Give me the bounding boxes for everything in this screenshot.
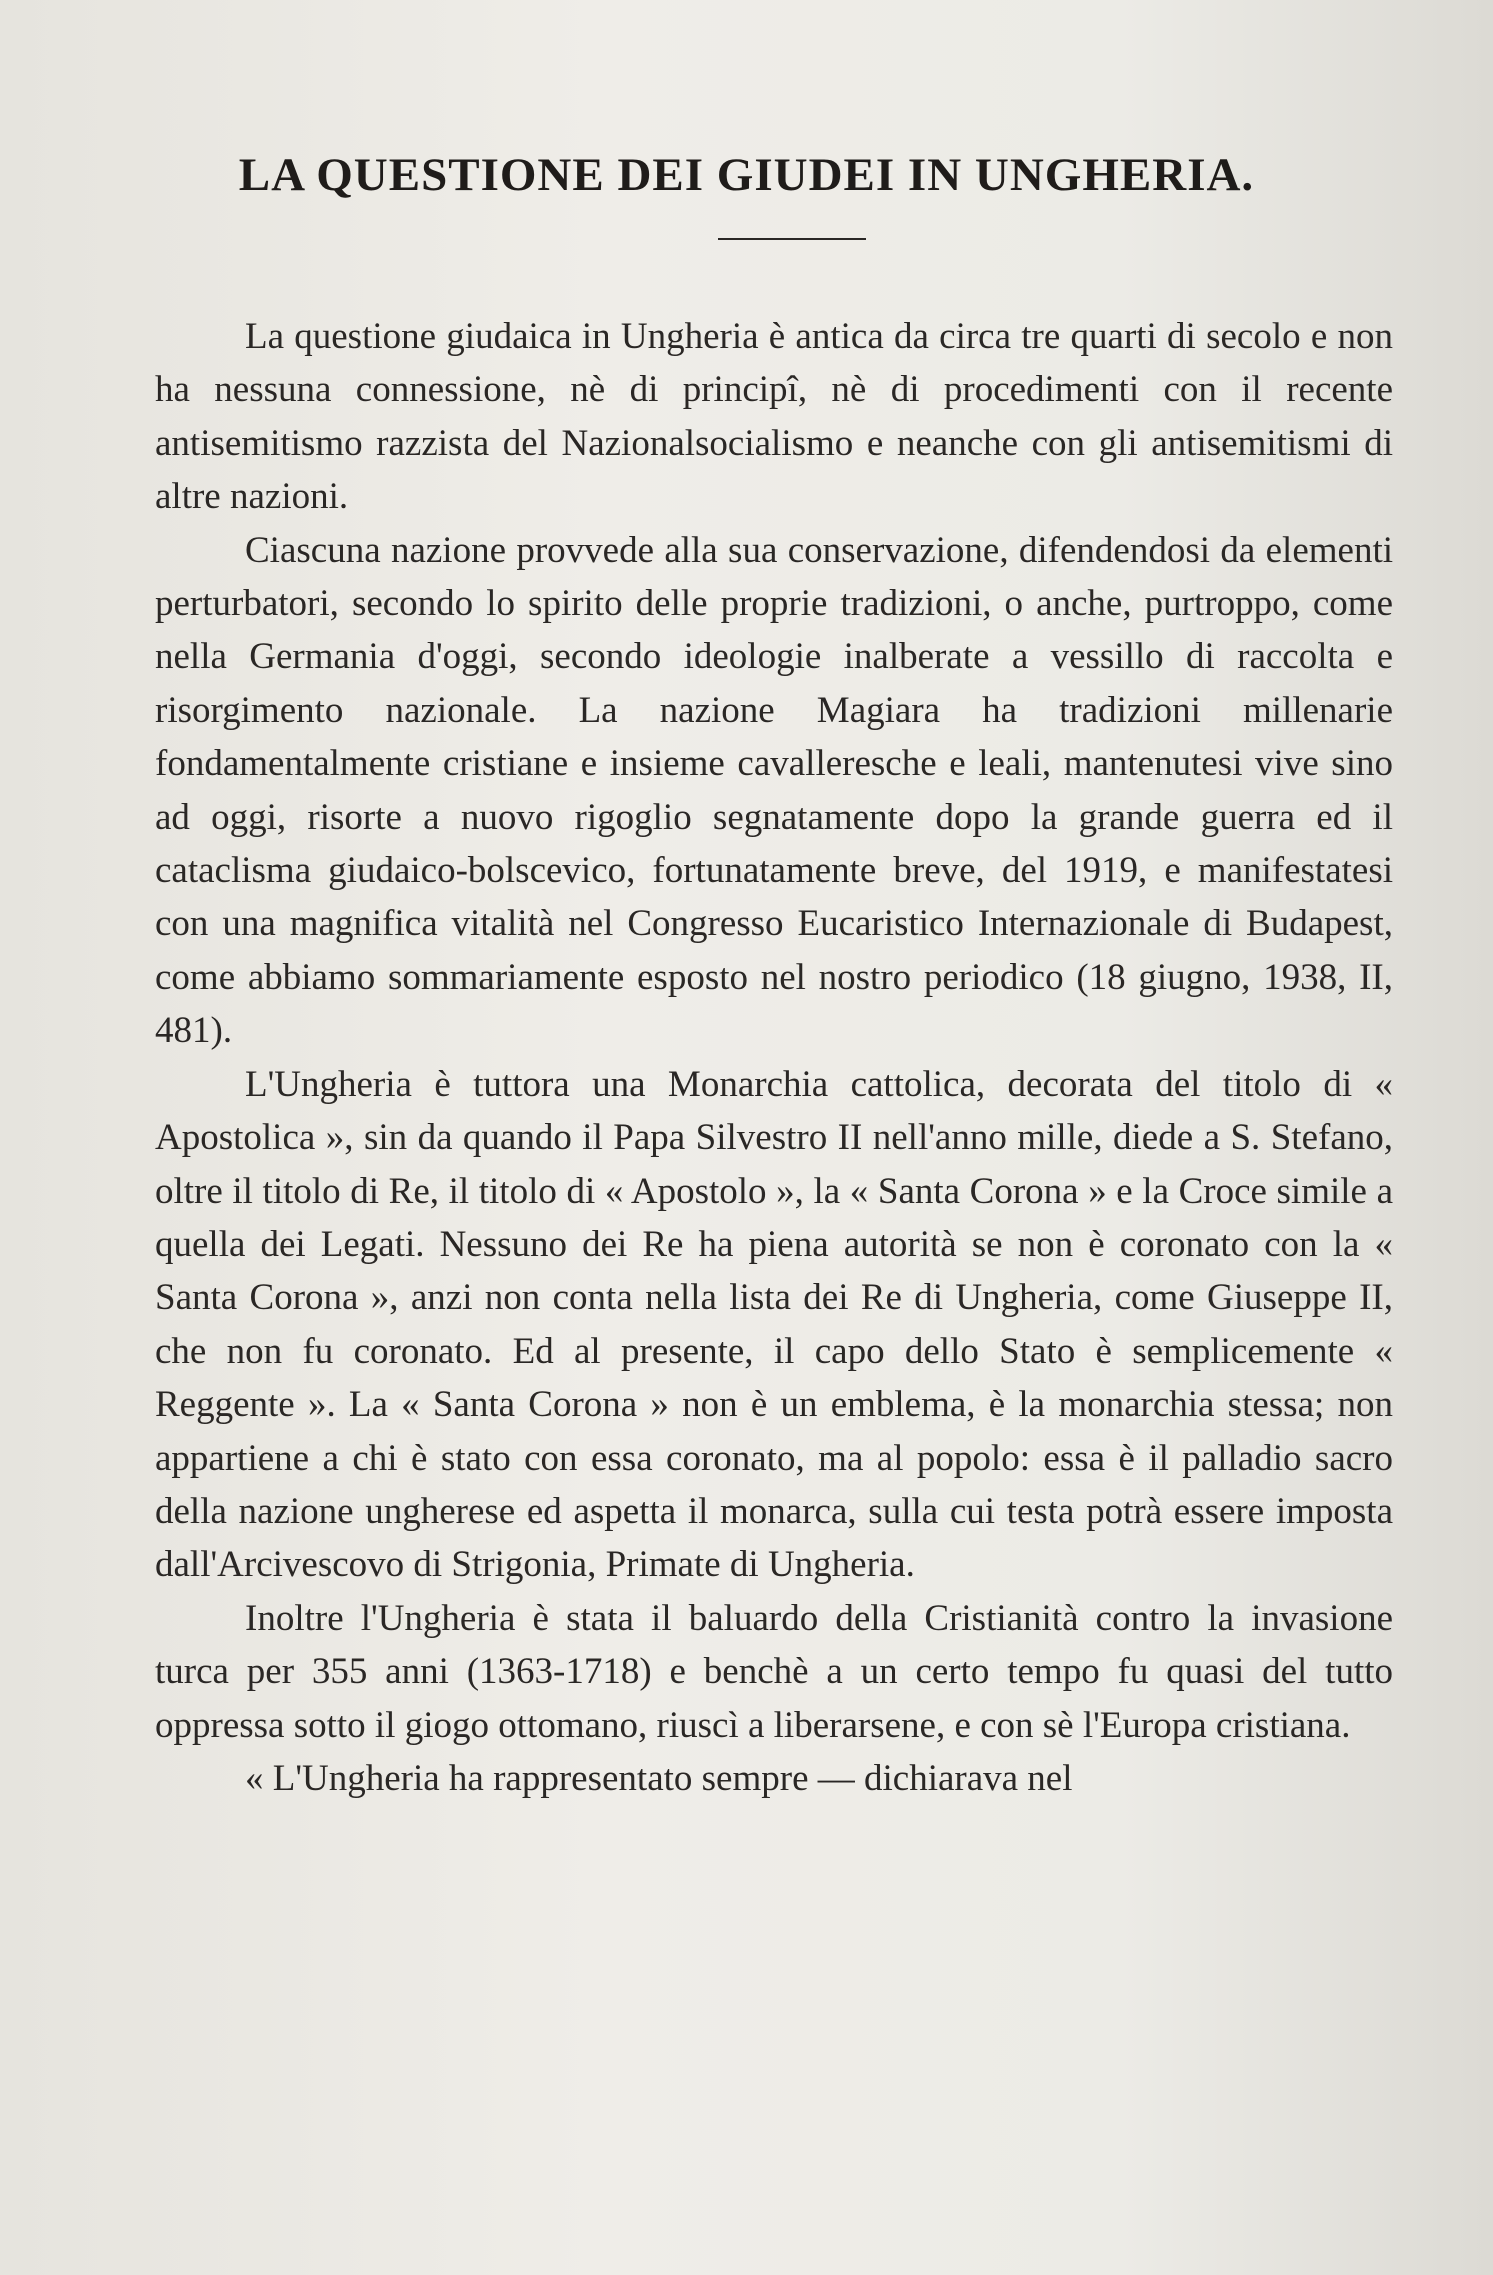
article-title: LA QUESTIONE DEI GIUDEI IN UNGHERIA. bbox=[238, 149, 1255, 201]
paragraph-2: Ciascuna nazione provvede alla sua conservazione, difendendosi da elementi perturbatori, secondo lo spirito delle proprie tradizioni, o anche, purtroppo, come nella Germania d'oggi, secondo ideologie inalberate a vessillo di raccolta e risorgimento nazionale. La nazione Magiara ha tradizioni millenarie fondamentalmente cristiane e insieme cavalleresche e leali, mantenutesi vive sino ad oggi, risorte a nuovo rigoglio segnatamente dopo la grande guerra ed il cataclisma giudaico-bolscevico, fortunatamente breve, del 1919, e manifestatesi con una magnifica vitalità nel Congresso Eucaristico Internazionale di Budapest, come abbiamo sommariamente esposto nel nostro periodico (18 giugno, 1938, II, 481). bbox=[155, 529, 1393, 1052]
paragraph-4: Inoltre l'Ungheria è stata il baluardo della Cristianità contro la invasione turca per 355 anni (1363-1718) e benchè a un certo tempo fu quasi del tutto oppressa sotto il giogo ottomano, riuscì a liberarsene, e con sè l'Europa cristiana. bbox=[155, 1597, 1393, 1746]
title-divider bbox=[718, 238, 866, 240]
article-body bbox=[155, 310, 1393, 1805]
paragraph-1: La questione giudaica in Ungheria è antica da circa tre quarti di secolo e non ha nessuna connessione, nè di principî, nè di procedimenti con il recente antisemitismo razzista del Nazionalsocialismo e neanche con gli antisemitismi di altre nazioni. bbox=[155, 316, 1393, 518]
paragraph-5: « L'Ungheria ha rappresentato sempre — dichiarava nel bbox=[245, 1757, 1073, 1799]
paragraph-3: L'Ungheria è tuttora una Monarchia cattolica, decorata del titolo di « Apostolica », sin da quando il Papa Silvestro II nell'anno mille, diede a S. Stefano, oltre il titolo di Re, il titolo di « Apostolo », la « Santa Corona » e la Croce simile a quella dei Legati. Nessuno dei Re ha piena autorità se non è coronato con la « Santa Corona », anzi non conta nella lista dei Re di Ungheria, come Giuseppe II, che non fu coronato. Ed al presente, il capo dello Stato è semplicemente « Reggente ». La « Santa Corona » non è un emblema, è la monarchia stessa; non appartiene a chi è stato con essa coronato, ma al popolo: essa è il palladio sacro della nazione ungherese ed aspetta il monarca, sulla cui testa potrà essere imposta dall'Arcivescovo di Strigonia, Primate di Ungheria. bbox=[155, 1063, 1393, 1586]
